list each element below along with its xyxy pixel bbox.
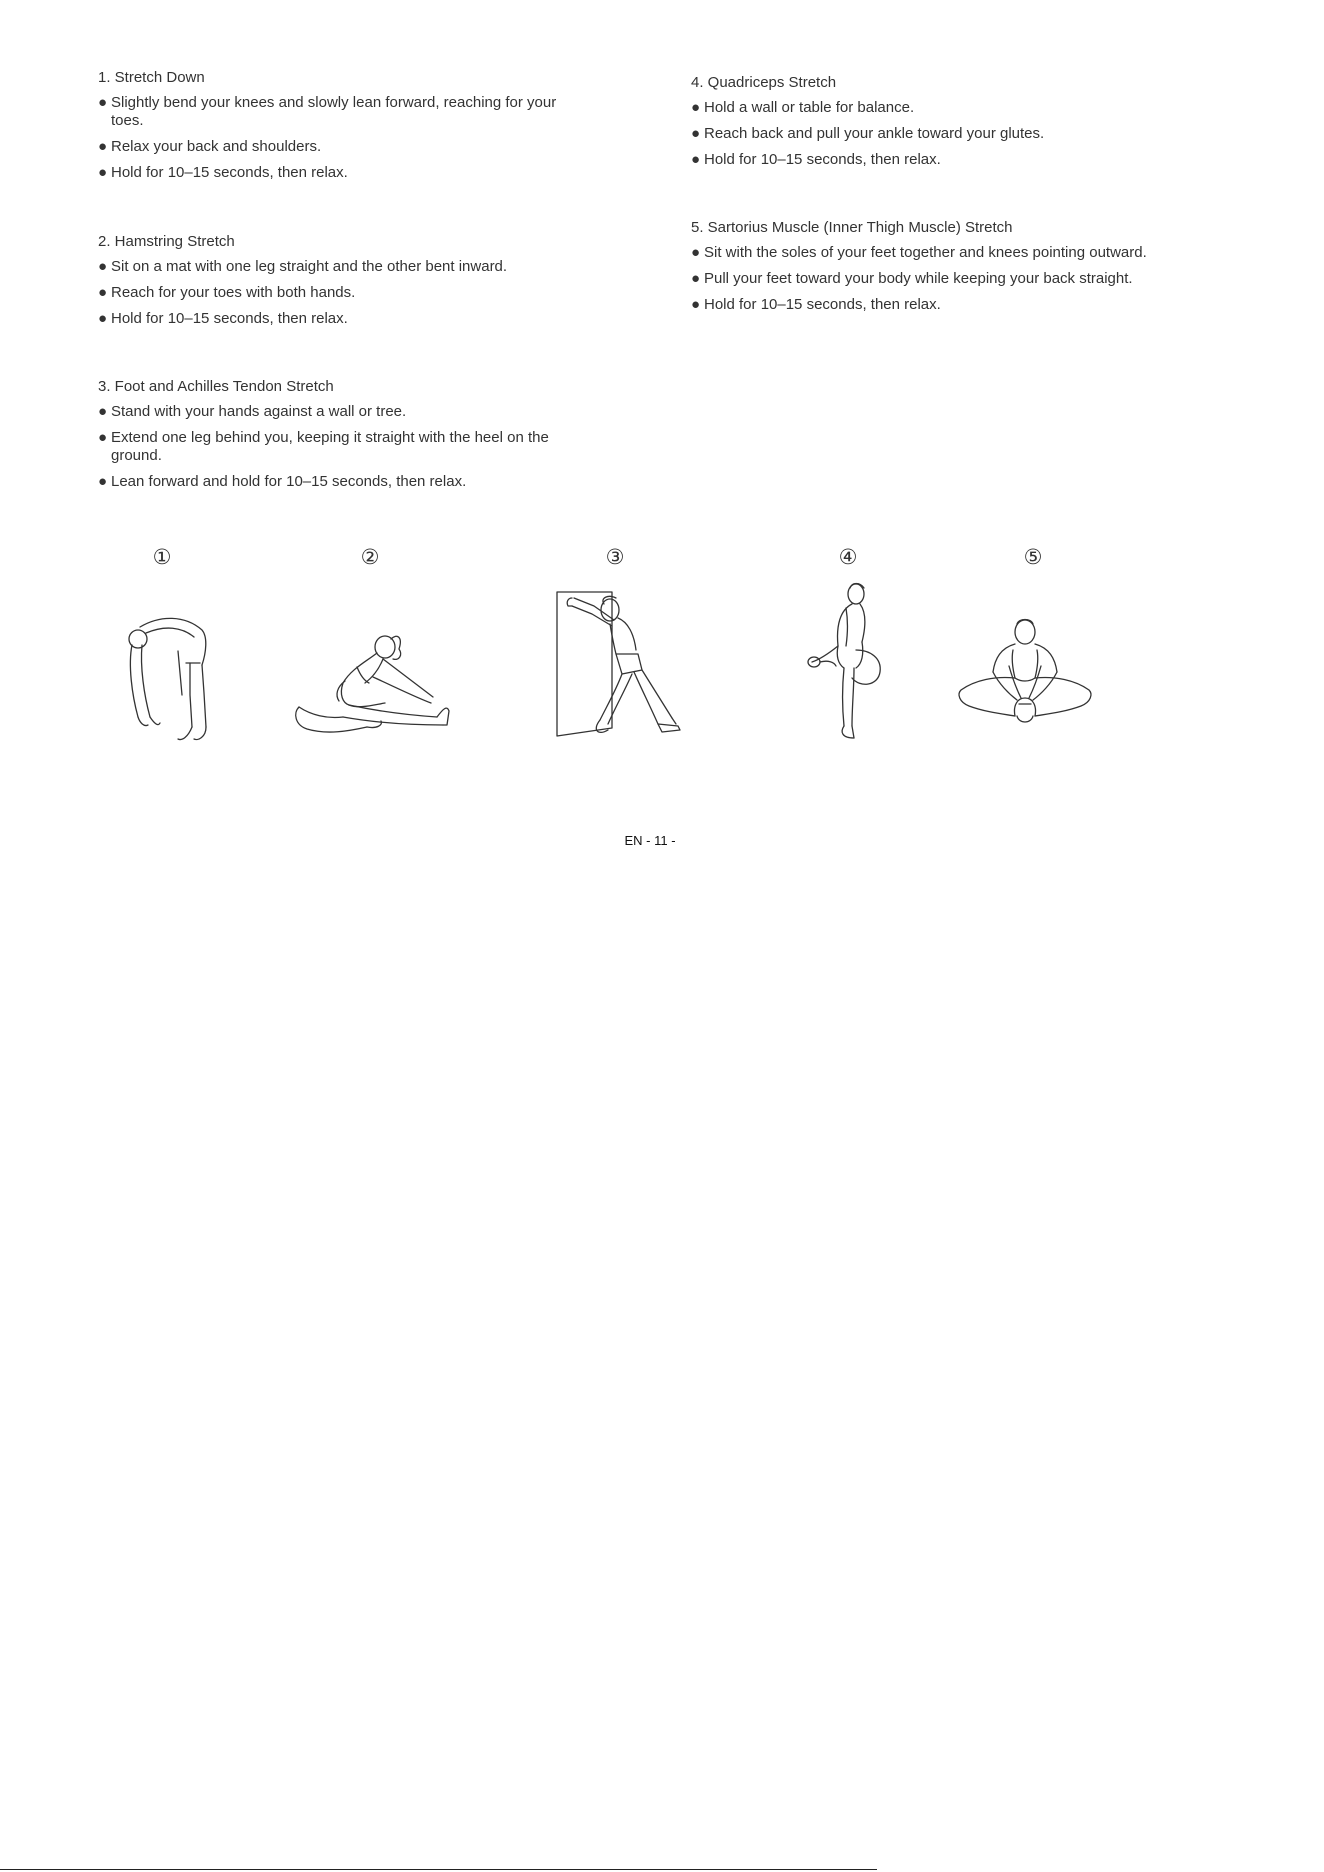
section-quadriceps-stretch — [691, 74, 1231, 177]
quadriceps-stretch-illustration — [798, 580, 888, 745]
bullet-text: Hold for 10–15 seconds, then relax. — [111, 164, 348, 181]
section-stretch-down — [98, 69, 568, 190]
bullet-text: Hold for 10–15 seconds, then relax. — [704, 151, 941, 168]
hamstring-stretch-illustration — [287, 625, 457, 740]
page-number: EN - 11 - — [624, 833, 676, 848]
bullet-icon: ● — [98, 403, 108, 420]
bullet-icon: ● — [691, 296, 701, 313]
bullet-item — [98, 429, 568, 465]
figure-number-5: ⑤ — [1023, 545, 1043, 569]
section-title: 5. Sartorius Muscle (Inner Thigh Muscle) Stretch — [691, 219, 1013, 236]
bullet-text: Stand with your hands against a wall or tree. — [111, 403, 407, 420]
bullet-text: Reach back and pull your ankle toward your glutes. — [704, 125, 1045, 142]
bullet-icon: ● — [691, 151, 701, 168]
inner-thigh-stretch-illustration — [955, 610, 1095, 745]
bullet-icon: ● — [691, 125, 701, 142]
section-title: 4. Quadriceps Stretch — [691, 74, 837, 91]
bullet-icon: ● — [98, 94, 108, 111]
bullet-icon: ● — [98, 284, 108, 301]
achilles-stretch-illustration — [552, 580, 692, 745]
bullet-icon: ● — [691, 244, 701, 261]
section-inner-thigh-stretch — [691, 219, 1231, 322]
section-title: 3. Foot and Achilles Tendon Stretch — [98, 378, 334, 395]
bullet-text: Slightly bend your knees and slowly lean forward, reaching for your toes. — [111, 94, 557, 129]
bullet-item — [98, 473, 568, 491]
bullet-text: Extend one leg behind you, keeping it straight with the heel on the ground. — [111, 429, 549, 464]
section-achilles-stretch — [98, 378, 568, 499]
bullet-text: Hold for 10–15 seconds, then relax. — [704, 296, 941, 313]
bullet-icon: ● — [98, 138, 108, 155]
bullet-icon: ● — [98, 429, 108, 446]
bullet-item — [691, 99, 1231, 117]
bullet-item — [691, 296, 1231, 314]
bullet-text: Sit on a mat with one leg straight and the other bent inward. — [111, 258, 508, 275]
section-hamstring-stretch — [98, 233, 568, 336]
bullet-item — [98, 284, 568, 302]
bullet-item — [98, 403, 568, 421]
bullet-text: Sit with the soles of your feet together and knees pointing outward. — [704, 244, 1147, 261]
figure-number-2: ② — [360, 545, 380, 569]
bullet-text: Relax your back and shoulders. — [111, 138, 322, 155]
stretch-down-illustration — [110, 605, 220, 745]
bullet-icon: ● — [98, 310, 108, 327]
bullet-item — [691, 125, 1231, 143]
bottom-rule — [0, 1869, 877, 1870]
figure-number-4: ④ — [838, 545, 858, 569]
bullet-text: Hold a wall or table for balance. — [704, 99, 915, 116]
bullet-item — [98, 164, 568, 182]
figure-number-3: ③ — [605, 545, 625, 569]
bullet-item — [691, 270, 1231, 288]
bullet-text: Reach for your toes with both hands. — [111, 284, 356, 301]
bullet-icon: ● — [98, 164, 108, 181]
bullet-icon: ● — [691, 99, 701, 116]
bullet-item — [98, 310, 568, 328]
section-title: 2. Hamstring Stretch — [98, 233, 235, 250]
bullet-item — [98, 94, 568, 130]
bullet-item — [691, 151, 1231, 169]
figure-number-1: ① — [152, 545, 172, 569]
bullet-text: Pull your feet toward your body while keeping your back straight. — [704, 270, 1133, 287]
bullet-item — [98, 138, 568, 156]
bullet-icon: ● — [691, 270, 701, 287]
bullet-item — [98, 258, 568, 276]
section-title: 1. Stretch Down — [98, 69, 205, 86]
bullet-icon: ● — [98, 258, 108, 275]
bullet-text: Lean forward and hold for 10–15 seconds, then relax. — [111, 473, 467, 490]
bullet-icon: ● — [98, 473, 108, 490]
bullet-text: Hold for 10–15 seconds, then relax. — [111, 310, 348, 327]
bullet-item — [691, 244, 1231, 262]
